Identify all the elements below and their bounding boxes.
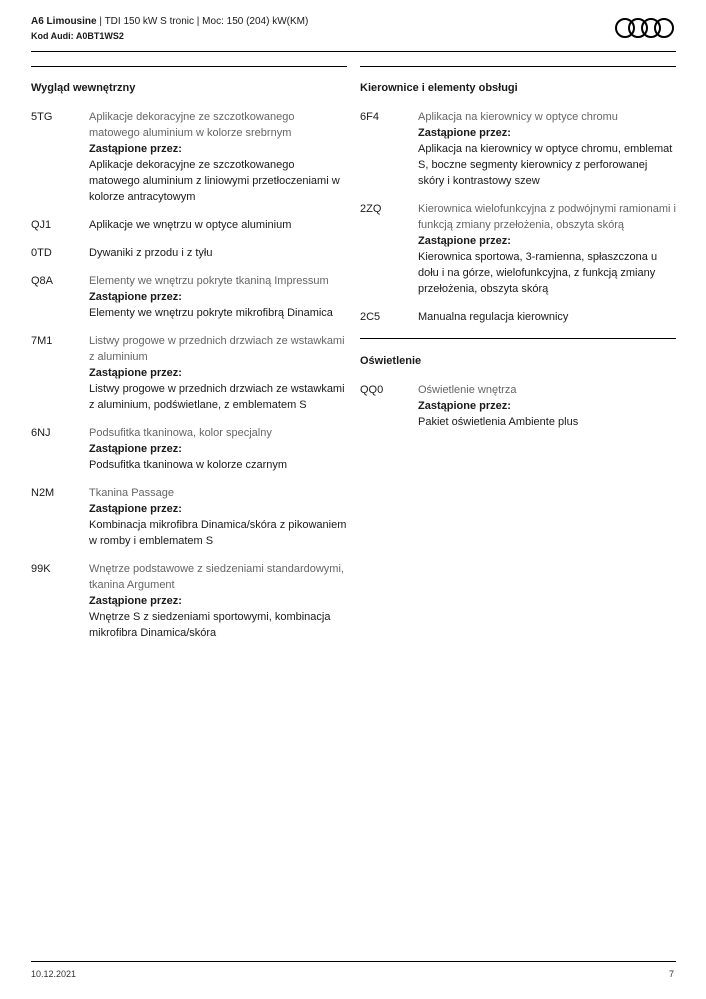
option-code: QQ0 — [360, 384, 384, 396]
option-replacement: Pakiet oświetlenia Ambiente plus — [418, 416, 579, 428]
option-original: Kierownica wielofunkcyjna z podwójnymi ramionami i funkcją zmiany przełożenia, obszyta skórą — [418, 203, 676, 231]
option-body — [89, 273, 347, 321]
option-body — [89, 425, 347, 473]
option-body — [89, 109, 347, 205]
option-code: 7M1 — [31, 335, 53, 347]
option-original: Wnętrze podstawowe z siedzeniami standardowymi, tkanina Argument — [89, 563, 344, 591]
option-code: 2C5 — [360, 311, 381, 323]
model-line — [31, 14, 676, 29]
option-body — [418, 109, 676, 189]
option-replacement: Elementy we wnętrzu pokryte mikrofibrą Dinamica — [89, 307, 333, 319]
right-sections — [360, 66, 676, 430]
audi-code: Kod Audi: A0BT1WS2 — [31, 31, 124, 41]
replaced-by-label: Zastąpione przez: — [89, 503, 182, 515]
option-replacement: Kombinacja mikrofibra Dinamica/skóra z pikowaniem w romby i emblematem S — [89, 519, 347, 547]
replaced-by-label: Zastąpione przez: — [418, 235, 511, 247]
option-code: 5TG — [31, 111, 53, 123]
option-text: Dywaniki z przodu i z tyłu — [89, 247, 213, 259]
option-body — [418, 201, 676, 297]
option-body — [89, 485, 347, 549]
replaced-by-label: Zastąpione przez: — [418, 127, 511, 139]
page-number: 7 — [669, 969, 675, 979]
option-item — [31, 333, 347, 413]
option-original: Oświetlenie wnętrza — [418, 384, 517, 396]
left-column — [31, 66, 347, 653]
option-body — [418, 382, 676, 430]
option-original: Listwy progowe w przednich drzwiach ze wstawkami z aluminium — [89, 335, 345, 363]
audi-rings-logo — [614, 17, 676, 39]
option-item — [31, 485, 347, 549]
footer-divider — [31, 961, 676, 962]
footer-date: 10.12.2021 — [31, 969, 77, 979]
option-item — [31, 109, 347, 205]
option-original: Podsufitka tkaninowa, kolor specjalny — [89, 427, 272, 439]
option-item — [31, 217, 347, 233]
option-original: Tkanina Passage — [89, 487, 174, 499]
option-replacement: Listwy progowe w przednich drzwiach ze wstawkami z aluminium, podświetlane, z emblematem S — [89, 383, 345, 411]
replaced-by-label: Zastąpione przez: — [89, 291, 182, 303]
replaced-by-label: Zastąpione przez: — [89, 367, 182, 379]
right-section — [360, 66, 676, 339]
option-item — [31, 273, 347, 321]
option-item — [360, 382, 676, 430]
interior-item-list — [31, 109, 347, 641]
model-name: A6 Limousine — [31, 16, 97, 27]
option-code: 2ZQ — [360, 203, 382, 215]
option-item — [360, 309, 676, 325]
option-item — [31, 561, 347, 641]
option-original: Aplikacje dekoracyjne ze szczotkowanego matowego aluminium w kolorze srebrnym — [89, 111, 295, 139]
option-body — [89, 245, 347, 261]
option-body — [89, 333, 347, 413]
replaced-by-label: Zastąpione przez: — [418, 400, 511, 412]
option-original: Elementy we wnętrzu pokryte tkaniną Impressum — [89, 275, 329, 287]
option-replacement: Podsufitka tkaninowa w kolorze czarnym — [89, 459, 288, 471]
option-code: 6NJ — [31, 427, 51, 439]
option-code: 6F4 — [360, 111, 379, 123]
section-title: Oświetlenie — [360, 355, 422, 367]
option-code: Q8A — [31, 275, 54, 287]
option-body — [89, 217, 347, 233]
option-item — [31, 245, 347, 261]
right-column — [360, 66, 676, 442]
option-code: QJ1 — [31, 219, 52, 231]
replaced-by-label: Zastąpione przez: — [89, 595, 182, 607]
model-spec: TDI 150 kW S tronic | Moc: 150 (204) kW(KM) — [104, 16, 309, 27]
option-code: 99K — [31, 563, 51, 575]
option-code: N2M — [31, 487, 55, 499]
option-body — [418, 309, 676, 325]
option-replacement: Wnętrze S z siedzeniami sportowymi, kombinacja mikrofibra Dinamica/skóra — [89, 611, 331, 639]
option-text: Manualna regulacja kierownicy — [418, 311, 569, 323]
model-sep: | — [96, 16, 105, 27]
option-replacement: Aplikacja na kierownicy w optyce chromu, emblemat S, boczne segmenty kierownicy z perforowanej skóry i kontrastowy szew — [418, 143, 673, 187]
option-code: 0TD — [31, 247, 52, 259]
option-item — [31, 425, 347, 473]
option-text: Aplikacje we wnętrzu w optyce aluminium — [89, 219, 292, 231]
option-item — [360, 201, 676, 297]
section-title: Kierownice i elementy obsługi — [360, 82, 518, 94]
right-section — [360, 339, 676, 430]
option-item — [360, 109, 676, 189]
page-header — [31, 14, 676, 44]
section-title-interior: Wygląd wewnętrzny — [31, 82, 136, 94]
header-divider — [31, 51, 676, 52]
option-original: Aplikacja na kierownicy w optyce chromu — [418, 111, 618, 123]
option-replacement: Kierownica sportowa, 3-ramienna, spłaszczona u dołu i na górze, wielofunkcyjna, z funkcją zmiany przełożenia, obszyta skórą — [418, 251, 658, 295]
option-replacement: Aplikacje dekoracyjne ze szczotkowanego matowego aluminium z liniowymi przetłoczeniami w kolorze antracytowym — [89, 159, 340, 203]
replaced-by-label: Zastąpione przez: — [89, 443, 182, 455]
option-body — [89, 561, 347, 641]
replaced-by-label: Zastąpione przez: — [89, 143, 182, 155]
